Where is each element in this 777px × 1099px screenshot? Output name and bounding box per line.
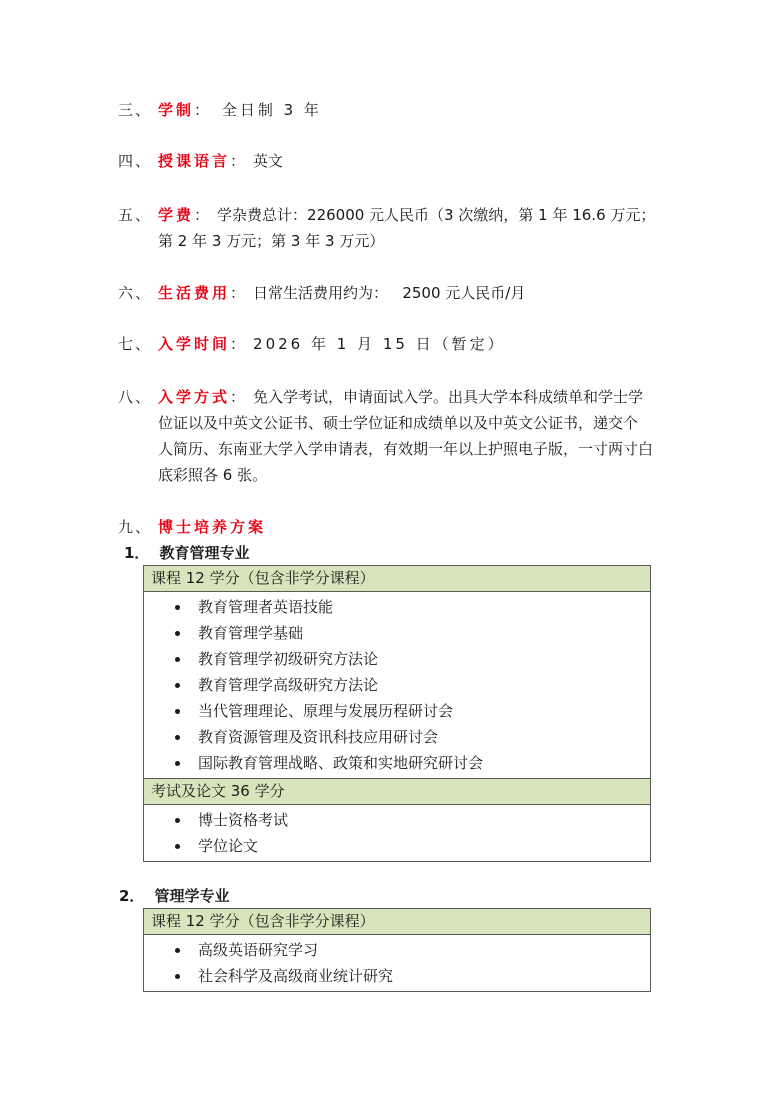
section-value: 学杂费总计：226000 元人民币（3 次缴纳，第 1 年 16.6 万元； xyxy=(217,206,656,224)
section-value: 英文 xyxy=(253,152,284,170)
section-key: 学费 xyxy=(158,206,195,224)
section-tuition: 五、 学费： 学杂费总计：226000 元人民币（3 次缴纳，第 1 年 16.6 万元； 第 2 年 3 万元；第 3 年 3 万元） xyxy=(118,202,663,254)
section-enrollment-time: 七、 入学时间： 2026 年 1 月 15 日（暂定） xyxy=(118,331,663,357)
list-item: 教育管理学初级研究方法论 xyxy=(144,646,650,672)
program-title: 1． 教育管理专业 xyxy=(124,544,250,562)
course-table xyxy=(143,565,651,862)
section-number: 四、 xyxy=(118,152,153,170)
list-item: 当代管理理论、原理与发展历程研讨会 xyxy=(144,698,650,724)
section-number: 九、 xyxy=(118,518,153,536)
table-header: 课程 12 学分（包含非学分课程） xyxy=(144,909,651,935)
list-item: 高级英语研究学习 xyxy=(144,937,650,963)
course-list xyxy=(144,805,650,861)
list-item: 教育管理学高级研究方法论 xyxy=(144,672,650,698)
section-key: 授课语言 xyxy=(158,152,231,170)
section-value: 全日制 3 年 xyxy=(221,101,322,119)
list-item: 教育管理者英语技能 xyxy=(144,594,650,620)
section-line: 位证以及中英文公证书、硕士学位证和成绩单以及中英文公证书，递交个 xyxy=(158,414,639,432)
section-number: 八、 xyxy=(118,388,153,406)
course-table xyxy=(143,908,651,992)
section-language: 四、 授课语言： 英文 xyxy=(118,148,663,174)
course-list xyxy=(144,592,650,778)
list-item: 教育管理学基础 xyxy=(144,620,650,646)
list-item: 社会科学及高级商业统计研究 xyxy=(144,963,650,989)
section-key: 生活费用 xyxy=(158,284,231,302)
section-admission-method: 八、 入学方式： 免入学考试，申请面试入学。出具大学本科成绩单和学士学 位证以及中英文公证书、硕士学位证和成绩单以及中英文公证书，递交个 人简历、东南亚大学入学申请表，有效期一年以上护照电子版，一寸两寸白 底彩照各 6 张。 xyxy=(118,384,663,488)
list-item: 教育资源管理及资讯科技应用研讨会 xyxy=(144,724,650,750)
table-header: 课程 12 学分（包含非学分课程） xyxy=(144,566,651,592)
list-item: 学位论文 xyxy=(144,833,650,859)
section-duration: 三、 学制： 全日制 3 年 xyxy=(118,97,663,123)
section-value-continued: 第 2 年 3 万元；第 3 年 3 万元） xyxy=(158,232,385,250)
section-living-cost: 六、 生活费用： 日常生活费用约为： 2500 元人民币/月 xyxy=(118,280,663,306)
table-header: 考试及论文 36 学分 xyxy=(144,779,651,805)
course-list xyxy=(144,935,650,991)
section-value: 2026 年 1 月 15 日（暂定） xyxy=(253,335,506,353)
section-key: 入学方式 xyxy=(158,388,231,406)
section-line: 免入学考试，申请面试入学。出具大学本科成绩单和学士学 xyxy=(253,388,644,406)
program-title: 2． 管理学专业 xyxy=(119,887,230,905)
section-line: 底彩照各 6 张。 xyxy=(158,466,268,484)
section-key: 入学时间 xyxy=(158,335,231,353)
section-key: 博士培养方案 xyxy=(158,518,267,536)
section-phd-program xyxy=(118,514,663,540)
list-item: 博士资格考试 xyxy=(144,807,650,833)
section-number: 六、 xyxy=(118,284,153,302)
section-number: 五、 xyxy=(118,206,153,224)
section-line: 人简历、东南亚大学入学申请表，有效期一年以上护照电子版，一寸两寸白 xyxy=(158,440,654,458)
section-number: 七、 xyxy=(118,335,153,353)
section-value: 日常生活费用约为： 2500 元人民币/月 xyxy=(253,284,526,302)
section-number: 三、 xyxy=(118,101,153,119)
section-key: 学制 xyxy=(158,101,195,119)
list-item: 国际教育管理战略、政策和实地研究研讨会 xyxy=(144,750,650,776)
